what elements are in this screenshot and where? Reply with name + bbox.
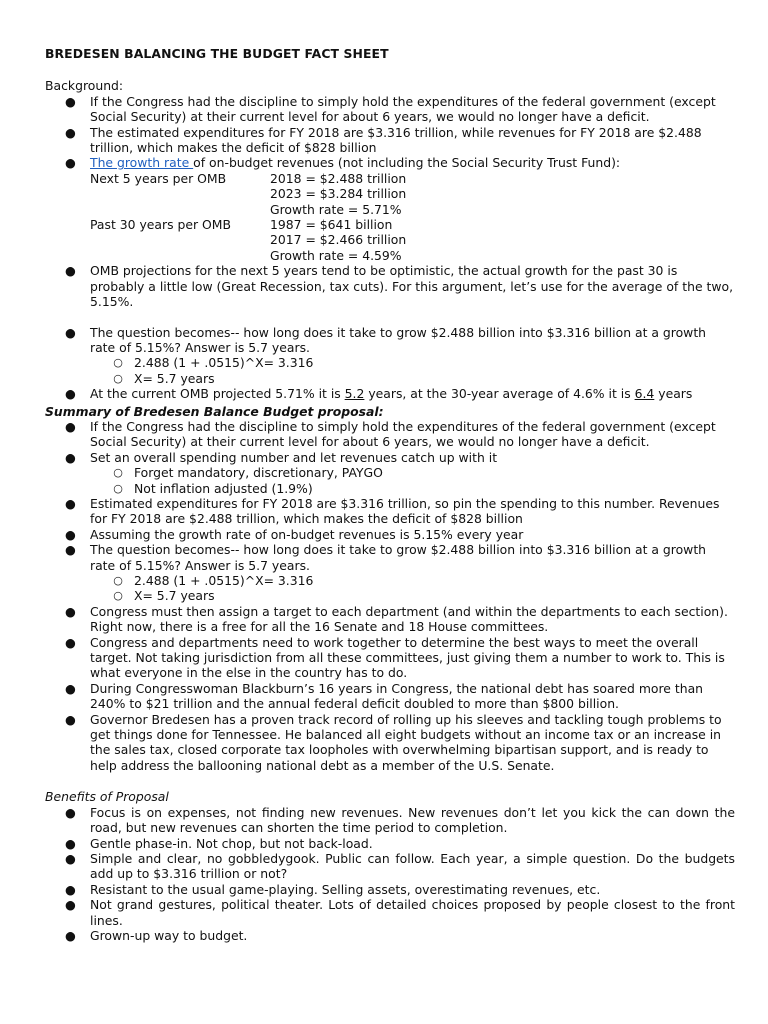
list-item: [45, 681, 735, 712]
sub-list-item: [90, 573, 735, 588]
sub-list: [90, 355, 735, 386]
list-item-text: During Congresswoman Blackburn’s 16 years in Congress, the national debt has soared more than 240% to $21 trillion and the annual federal deficit doubled to more than $800 billion.: [90, 680, 704, 712]
bullet-icon: ●: [65, 324, 76, 340]
list-item-text: Resistant to the usual game-playing. Selling assets, overestimating revenues, etc.: [90, 881, 601, 897]
list-item: [45, 125, 735, 156]
bullet-icon: ●: [65, 526, 76, 542]
bullet-icon: ●: [65, 711, 76, 727]
growth-rate-link[interactable]: The growth rate: [90, 155, 194, 171]
list-item-text: Congress and departments need to work together to determine the best ways to meet the overall target. Not taking jurisdiction from all these committees, just giving them a number to work to. This is what everyone in the else in the country has to do.: [90, 634, 725, 681]
benefits-heading: Benefits of Proposal: [45, 789, 169, 805]
bullet-icon: ●: [65, 418, 76, 434]
bullet-icon: ●: [65, 680, 76, 696]
list-item-text: Assuming the growth rate of on-budget revenues is 5.15% every year: [90, 526, 524, 542]
sub-list-item: [90, 481, 735, 496]
circle-bullet-icon: ○: [113, 481, 123, 495]
circle-bullet-icon: ○: [113, 371, 123, 385]
sub-list-item-text: 2.488 (1 + .0515)^X= 3.316: [134, 573, 314, 588]
list-item-text: At the current OMB projected 5.71% it is: [90, 386, 345, 402]
background-heading: Background:: [45, 78, 124, 94]
list-item: [45, 450, 735, 496]
list-item-text: The question becomes-- how long does it take to grow $2.488 billion into $3.316 billion at a growth rate of 5.15%? Answer is 5.7 years.: [90, 542, 707, 573]
circle-bullet-icon: ○: [113, 574, 123, 587]
growth-next-label: Next 5 years per OMB: [90, 170, 227, 186]
list-item-text: OMB projections for the next 5 years tend to be optimistic, the actual growth for the past 30 is probably a little low (Great Recession, tax cuts). For this argument, let’s use for the average of the two, 5.15%.: [90, 263, 734, 310]
bullet-icon: ●: [65, 927, 76, 943]
list-item: [45, 94, 735, 125]
growth-next-value: Growth rate = 5.71%: [270, 201, 402, 217]
bullet-icon: ●: [65, 386, 76, 402]
list-item-text: Gentle phase-in. Not chop, but not back-load.: [90, 835, 373, 851]
list-item: [45, 635, 735, 681]
bullet-icon: ●: [65, 835, 76, 851]
sub-list-item-text: Not inflation adjusted (1.9%): [134, 480, 313, 496]
list-item-text: The question becomes-- how long does it take to grow $2.488 billion into $3.316 billion at a growth rate of 5.15%? Answer is 5.7 years.: [90, 324, 707, 355]
underlined-value: 5.2: [344, 386, 365, 402]
list-item: [45, 325, 735, 387]
list-item: [45, 805, 735, 836]
sub-list-item-text: 2.488 (1 + .0515)^X= 3.316: [134, 355, 314, 371]
list-item: [45, 542, 735, 604]
bullet-icon: ●: [65, 897, 76, 913]
growth-past-value: Growth rate = 4.59%: [270, 247, 402, 263]
bullet-icon: ●: [65, 881, 76, 897]
list-item: [45, 604, 735, 635]
bullet-icon: ●: [65, 603, 76, 619]
summary-heading: Summary of Bredesen Balance Budget proposal:: [45, 403, 384, 419]
sub-list: [90, 465, 735, 496]
benefits-list: [45, 805, 735, 944]
bullet-icon: ●: [65, 495, 76, 511]
growth-past-value: 2017 = $2.466 trillion: [270, 232, 407, 248]
list-item: [45, 897, 735, 928]
list-item-text: Governor Bredesen has a proven track record of rolling up his sleeves and tackling tough problems to get things done for Tennessee. He balanced all eight budgets without an income tax or an increase in the sales tax, closed corporate tax loopholes with overwhelming bipartisan support, and is ready to help address the ballooning national debt as a member of the U.S. Senate.: [90, 711, 722, 773]
bullet-icon: ●: [65, 93, 76, 109]
list-item-text: years, at the 30-year average of 4.6% it is: [364, 386, 635, 402]
summary-list: [45, 419, 735, 773]
growth-past-label: Past 30 years per OMB: [90, 217, 231, 233]
background-list: [45, 94, 735, 171]
list-item-text: years: [654, 386, 693, 402]
growth-next-value: 2018 = $2.488 trillion: [270, 170, 407, 186]
bullet-icon: ●: [65, 263, 76, 279]
sub-list-item-text: X= 5.7 years: [134, 370, 215, 386]
list-item: [45, 712, 735, 774]
list-item: [45, 928, 735, 943]
list-item: [45, 386, 735, 401]
sub-list-item: [90, 355, 735, 370]
list-item: [45, 263, 735, 309]
background-list-continued: [45, 263, 735, 309]
list-item: [45, 851, 735, 882]
bullet-icon: ●: [65, 124, 76, 140]
background-list-question: [45, 325, 735, 402]
list-item-text: of on-budget revenues (not including the Social Security Trust Fund):: [193, 155, 621, 171]
list-item-text: Simple and clear, no gobbledygook. Public can follow. Each year, a simple question. Do the budgets add up to $3.316 trillion or not?: [90, 850, 735, 882]
sub-list-item: [90, 588, 735, 603]
bullet-icon: ●: [65, 449, 76, 465]
sub-list-item-text: X= 5.7 years: [134, 588, 215, 604]
list-item: [45, 527, 735, 542]
list-item: [45, 496, 735, 527]
underlined-value: 6.4: [634, 386, 655, 402]
growth-past-value: 1987 = $641 billion: [270, 217, 393, 233]
bullet-icon: ●: [65, 634, 76, 650]
sub-list-item: [90, 371, 735, 386]
list-item: [45, 836, 735, 851]
list-item-text: Congress must then assign a target to each department (and within the departments to each section). Right now, there is a free for all the 16 Senate and 18 House committees.: [90, 603, 728, 635]
circle-bullet-icon: ○: [113, 466, 123, 480]
list-item: [45, 155, 735, 170]
list-item-text: Grown-up way to budget.: [90, 927, 248, 943]
circle-bullet-icon: ○: [113, 589, 123, 603]
list-item: [45, 882, 735, 897]
fact-sheet-page: [45, 46, 735, 943]
list-item-text: Focus is on expenses, not finding new revenues. New revenues don’t let you kick the can down the road, but new revenues can shorten the time period to completion.: [90, 804, 735, 836]
list-item-text: Estimated expenditures for FY 2018 are $3.316 trillion, so pin the spending to this number. Revenues for FY 2018 are $2.488 trillion, which makes the deficit of $828 billion: [90, 495, 720, 527]
bullet-icon: ●: [65, 542, 76, 558]
list-item-text: Not grand gestures, political theater. Lots of detailed choices proposed by people closest to the front lines.: [90, 897, 735, 928]
bullet-icon: ●: [65, 155, 76, 171]
list-item: [45, 419, 735, 450]
list-item-text: The estimated expenditures for FY 2018 are $3.316 trillion, while revenues for FY 2018 are $2.488 trillion, which makes the deficit of $828 billion: [90, 124, 702, 156]
bullet-icon: ●: [65, 804, 76, 820]
page-title: BREDESEN BALANCING THE BUDGET FACT SHEET: [45, 46, 389, 61]
growth-rate-table: [45, 171, 735, 263]
list-item-text: If the Congress had the discipline to simply hold the expenditures of the federal government (except Social Security) at their current level for about 6 years, we would no longer have a deficit.: [90, 418, 716, 450]
growth-next-value: 2023 = $3.284 trillion: [270, 186, 407, 202]
sub-list: [90, 573, 735, 604]
sub-list-item: [90, 465, 735, 480]
list-item-text: If the Congress had the discipline to simply hold the expenditures of the federal government (except Social Security) at their current level for about 6 years, we would no longer have a deficit.: [90, 93, 716, 125]
circle-bullet-icon: ○: [113, 356, 123, 370]
list-item-text: Set an overall spending number and let revenues catch up with it: [90, 449, 498, 465]
bullet-icon: ●: [65, 850, 76, 866]
sub-list-item-text: Forget mandatory, discretionary, PAYGO: [134, 465, 383, 481]
